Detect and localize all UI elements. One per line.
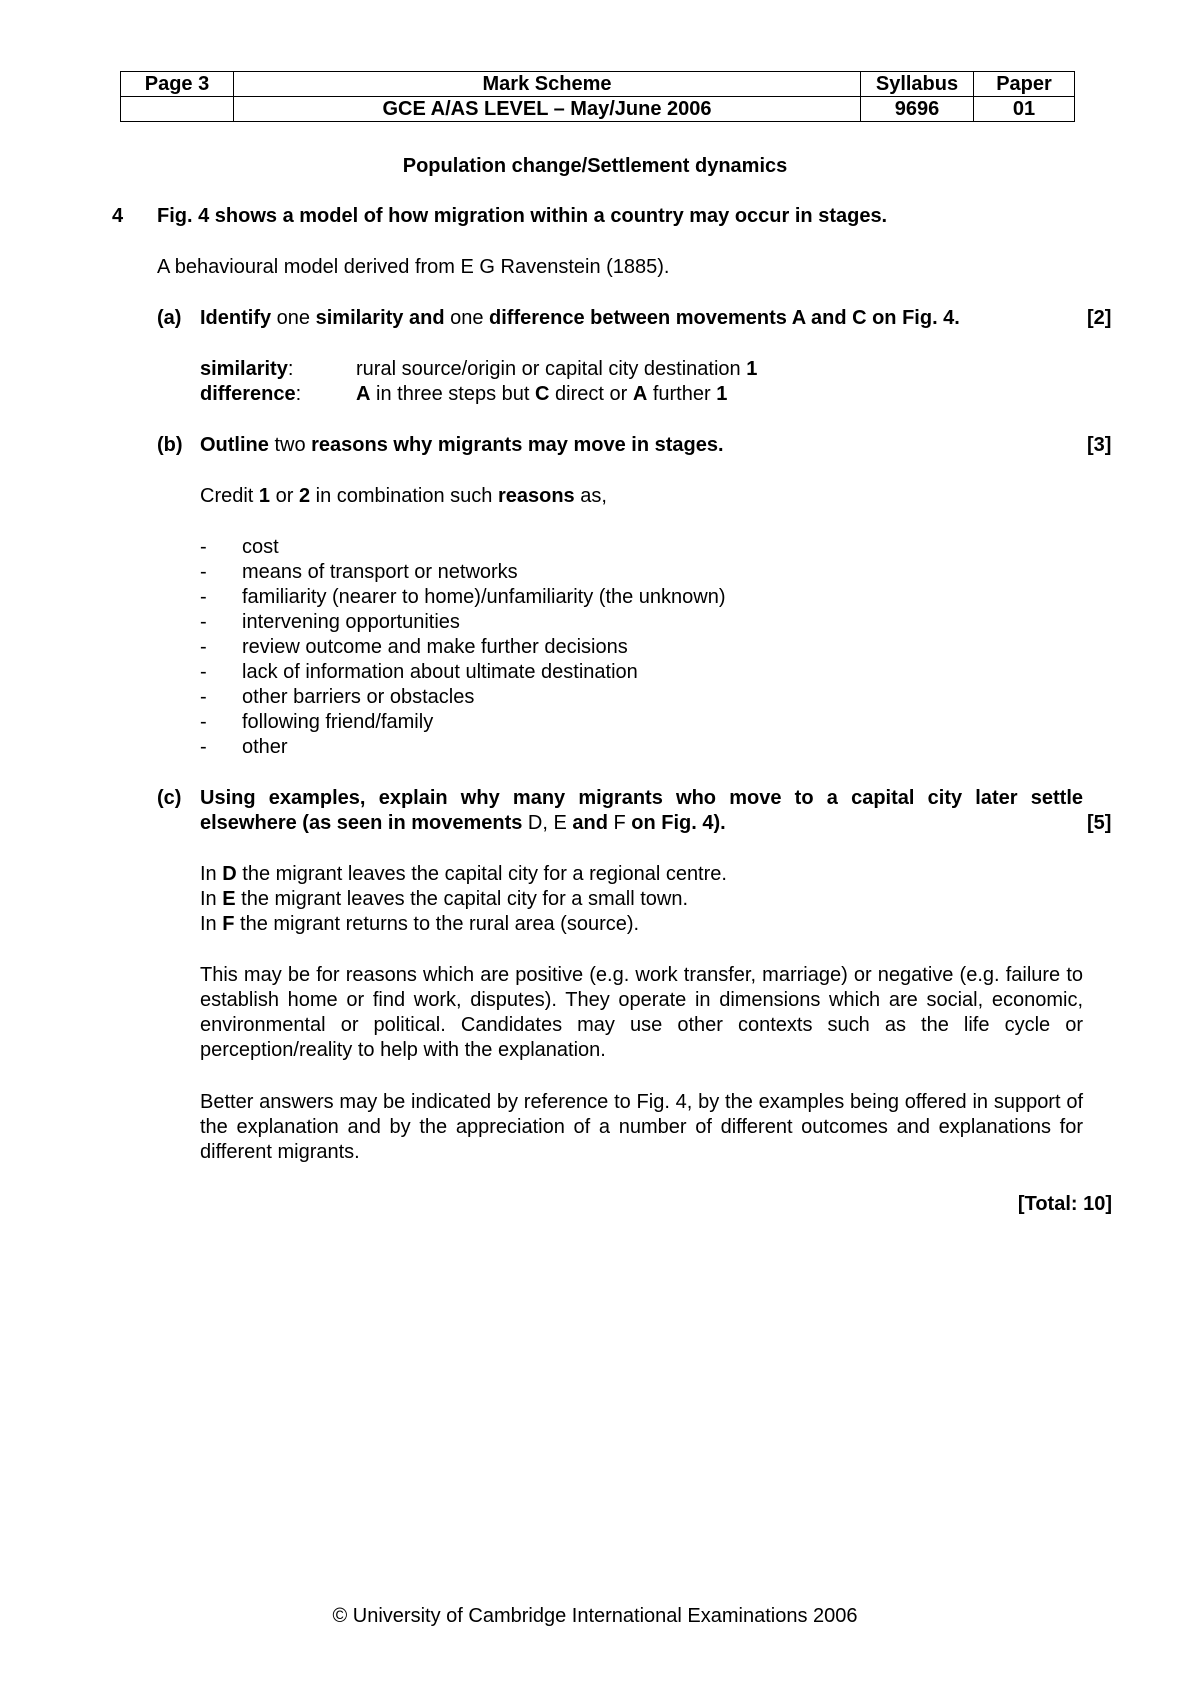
part-c-question-line1: Using examples, explain why many migrants who move to a capital city later settle [200,787,1083,809]
credit-line: Credit 1 or 2 in combination such reasons as, [200,485,607,507]
exam-title: GCE A/AS LEVEL – May/June 2006 [234,97,861,122]
similarity-label: similarity: [200,358,294,380]
similarity-answer: rural source/origin or capital city destination 1 [356,358,758,380]
difference-label: difference: [200,383,302,405]
difference-answer: A in three steps but C direct or A further 1 [356,383,728,405]
page-number: Page 3 [121,72,234,97]
movement-d: In D the migrant leaves the capital city for a regional centre. [200,863,727,885]
header-table [120,71,1075,122]
part-c-label: (c) [157,787,182,809]
part-a-marks: [2] [1087,307,1112,329]
question-note: A behavioural model derived from E G Ravenstein (1885). [157,256,670,278]
part-b-question: Outline two reasons why migrants may move in stages. [200,434,724,456]
question-number: 4 [112,205,124,227]
paper-code: 01 [974,97,1075,122]
part-b-label: (b) [157,434,183,456]
part-c-question-line2: elsewhere (as seen in movements D, E and F on Fig. 4). [200,812,726,834]
empty-cell [121,97,234,122]
part-a-question: Identify one similarity and one difference between movements A and C on Fig. 4. [200,307,960,329]
better-answers-paragraph: Better answers may be indicated by reference to Fig. 4, by the examples being offered in support of the explanation and by the appreciation of a number of different outcomes and explanations for different migrants. [200,1091,1083,1163]
part-c-marks: [5] [1087,812,1112,834]
part-b-marks: [3] [1087,434,1112,456]
mark-scheme-title: Mark Scheme [234,72,861,97]
section-title: Population change/Settlement dynamics [402,155,788,177]
part-a-label: (a) [157,307,182,329]
movement-e: In E the migrant leaves the capital city for a small town. [200,888,689,910]
question-stem: Fig. 4 shows a model of how migration within a country may occur in stages. [157,205,888,227]
total-marks: [Total: 10] [1017,1193,1112,1215]
syllabus-label: Syllabus [861,72,974,97]
explanation-paragraph: This may be for reasons which are positive (e.g. work transfer, marriage) or negative (e.g. failure to establish home or find work, disputes). They operate in dimensions which are social, economic, environmental or political. Candidates may use other contexts such as the life cycle or perception/reality to help with the explanation. [200,964,1083,1061]
syllabus-code: 9696 [861,97,974,122]
paper-label: Paper [974,72,1075,97]
movement-f: In F the migrant returns to the rural area (source). [200,913,640,935]
copyright-footer: © University of Cambridge International Examinations 2006 [332,1605,858,1627]
